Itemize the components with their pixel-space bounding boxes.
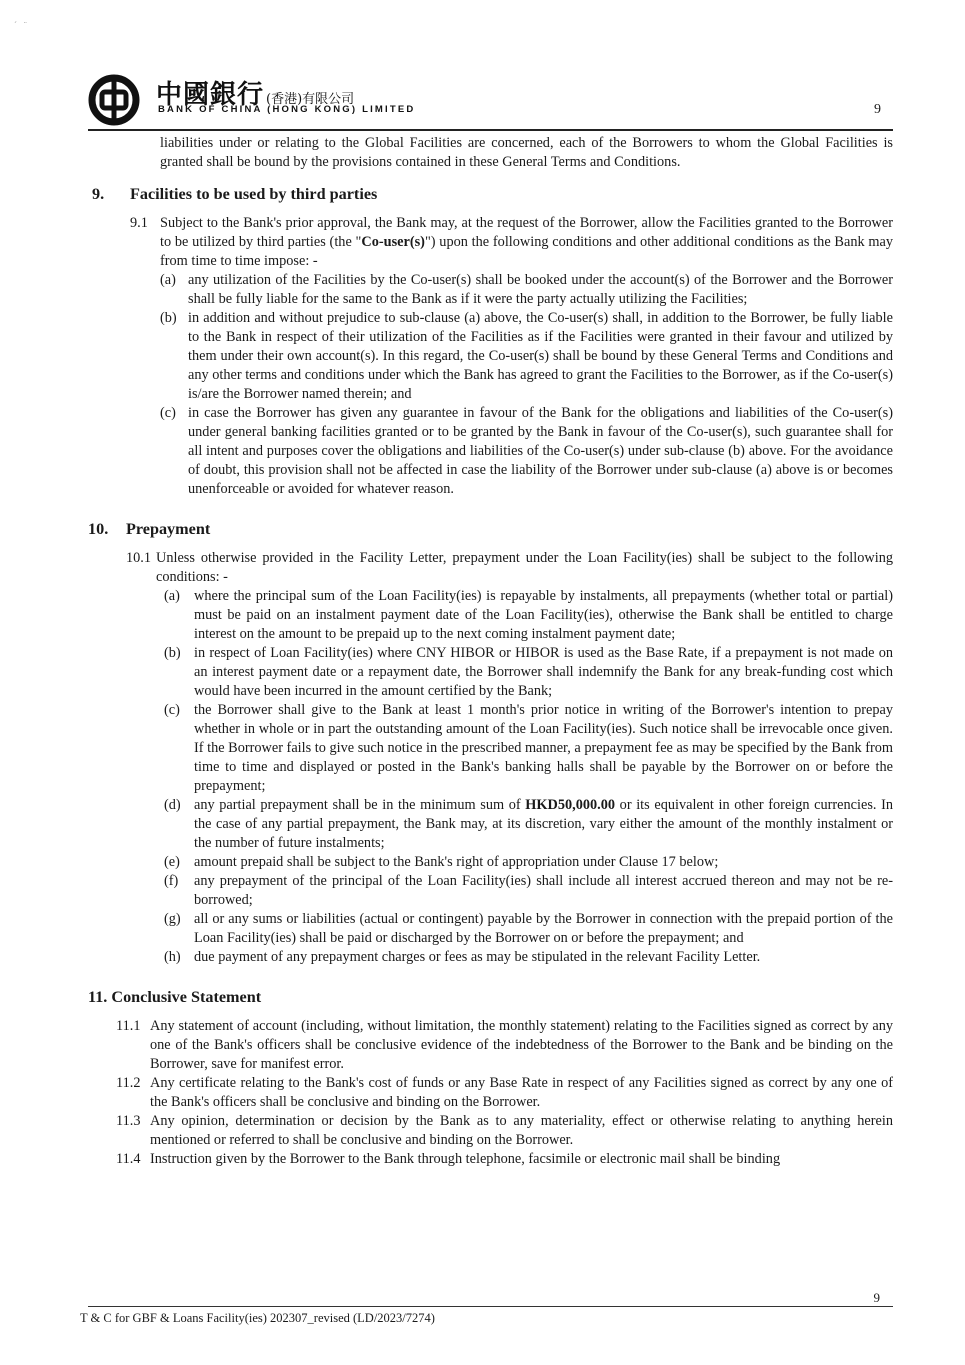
- list-item: (c) the Borrower shall give to the Bank at least 1 month's prior notice in writing of the Borrower's intention to prepay whether in whole or in part the outstanding amount of the Loan Facility(ies). Such notice shall be irrevocable once given. If the Borrower fails to give such notice in the prescribed manner, a prepayment fee as may be specified by the Bank from time to time and displayed or posted in the Bank's banking halls shall be payable by the Borrower on or before the prepayment;: [164, 702, 893, 794]
- list-item: (a) where the principal sum of the Loan Facility(ies) is repayable by instalments, all prepayments (whether total or partial) must be paid on an instalment payment date of the Loan Facility(ies), otherwise the Bank shall be entitled to charge interest on the amount to be prepaid up to the next coming instalment payment date;: [164, 588, 893, 642]
- clause-11-2: 11.2 Any certificate relating to the Bank's cost of funds or any Base Rate in respect of any Facilities signed as correct by any one of the Bank's officers shall be conclusive and binding on the Borrower.: [116, 1075, 893, 1110]
- list-item: (b) in respect of Loan Facility(ies) where CNY HIBOR or HIBOR is used as the Base Rate, if a prepayment is not made on an interest payment date or a repayment date, the Borrower shall indemnify the Bank for any break-funding cost which would have been incurred in the amount certified by the Bank;: [164, 645, 893, 699]
- list-item: (d) any partial prepayment shall be in the minimum sum of HKD50,000.00 or its equivalent in other foreign currencies. In the case of any partial prepayment, the Bank may, at its discretion, vary either the amount of the monthly instalment or the number of future instalments;: [164, 797, 893, 851]
- list-item: (c) in case the Borrower has given any guarantee in favour of the Bank for the obligations and liabilities of the Co-user(s) under general banking facilities granted or to be granted by the Bank in favour of the Co-user(s), such guarantee shall for all intent and purposes cover the obligations and liabilities of the Co-user(s) under sub-clause (b) above. For the avoidance of doubt, this provision shall not be affected in case the liability of the Borrower under sub-clause (a) above is or becomes unenforceable or avoided for whatever reason.: [160, 405, 893, 497]
- list-item: (b) in addition and without prejudice to sub-clause (a) above, the Co-user(s) shall, in addition to the Borrower, be fully liable to the Bank in respect of their utilization of the Facilities as if the Facilities were granted in their favour and utilized by them under their own account(s). In this regard, the Co-user(s) shall be bound by these General Terms and Conditions and any other terms and conditions under which the Bank has agreed to grant the Facilities to the Borrower, as if the Co-user(s) is/are the Borrower named therein; and: [160, 310, 893, 402]
- document-reference: T & C for GBF & Loans Facility(ies) 202307_revised (LD/2023/7274): [80, 1311, 435, 1325]
- bank-name-chinese: 中國銀行 (香港)有限公司: [156, 80, 355, 110]
- section-10-heading: [88, 519, 893, 539]
- list-item: (h) due payment of any prepayment charges or fees as may be stipulated in the relevant Facility Letter.: [164, 949, 761, 965]
- clause-text: Subject to the Bank's prior approval, the Bank may, at the request of the Borrower, allow the Facilities granted to the Borrower to be utilized by third parties (the ": [160, 215, 893, 250]
- header-divider: [88, 129, 893, 131]
- list-item: (a) any utilization of the Facilities by the Co-user(s) shall be booked under the account(s) of the Borrower and the Borrower shall be fully liable for the same to the Bank as if it were the party actually utilizing the Facilities;: [160, 272, 893, 307]
- list-item: (g) all or any sums or liabilities (actual or contingent) payable by the Borrower in connection with the prepaid portion of the Loan Facility(ies) shall be paid or discharged by the Borrower on or before the prepayment; and: [164, 911, 893, 946]
- footer-divider: [88, 1306, 893, 1307]
- section-number: 11.: [88, 988, 108, 1006]
- defined-term: Co-user(s): [361, 234, 425, 250]
- clause-11-4: 11.4 Instruction given by the Borrower to the Bank through telephone, facsimile or electronic mail shall be binding: [116, 1151, 781, 1167]
- section-title: Conclusive Statement: [111, 988, 262, 1006]
- header-page-number: 9: [874, 102, 881, 117]
- clause-11-1: 11.1 Any statement of account (including, without limitation, the monthly statement) relating to the Facilities signed as correct by any one of the Bank's officers shall be conclusive evidence of the indebtedness of the Borrower to the Bank and be binding on the Borrower, save for manifest error.: [116, 1018, 893, 1072]
- list-item: (f) any prepayment of the principal of the Loan Facility(ies) shall include all interest accrued thereon and may not be re-borrowed;: [164, 873, 893, 908]
- bank-name-english: BANK OF CHINA (HONG KONG) LIMITED: [158, 104, 416, 115]
- bank-logo-icon: [88, 74, 140, 126]
- intro-paragraph: liabilities under or relating to the Global Facilities are concerned, each of the Borrowers to whom the Global Facilities is granted shall be bound by the provisions contained in these General Terms and Conditions.: [160, 135, 893, 170]
- list-item: (e) amount prepaid shall be subject to the Bank's right of appropriation under Clause 17 below;: [164, 854, 719, 870]
- letterhead: [88, 70, 893, 132]
- clause-number: 10.1: [126, 550, 152, 566]
- clause-text: Unless otherwise provided in the Facility Letter, prepayment under the Loan Facility(ies) shall be subject to the following conditions: -: [156, 550, 893, 585]
- scan-marks: ´ ¨: [14, 20, 27, 30]
- minimum-amount: HKD50,000.00: [525, 797, 616, 813]
- bank-name-chinese-suffix: (香港)有限公司: [266, 92, 355, 107]
- clause-number: 9.1: [130, 215, 148, 231]
- clause-10-1: [88, 549, 893, 587]
- clause-9-1: [88, 214, 893, 271]
- clause-text: ") upon the following conditions and other additional conditions as the Bank may from time to time impose: -: [160, 234, 894, 269]
- section-number: 10.: [88, 520, 109, 538]
- document-body: [88, 134, 893, 1169]
- clause-11-3: 11.3 Any opinion, determination or decision by the Bank as to any materiality, effect or otherwise relating to anything herein mentioned or referred to shall be conclusive and binding on the Borrower.: [116, 1113, 893, 1148]
- section-9-heading: [92, 184, 893, 204]
- section-11-heading: [88, 987, 893, 1007]
- footer-page-number: 9: [873, 1290, 880, 1305]
- section-title: Facilities to be used by third parties: [130, 185, 378, 203]
- section-number: 9.: [92, 185, 105, 203]
- section-title: Prepayment: [126, 520, 211, 538]
